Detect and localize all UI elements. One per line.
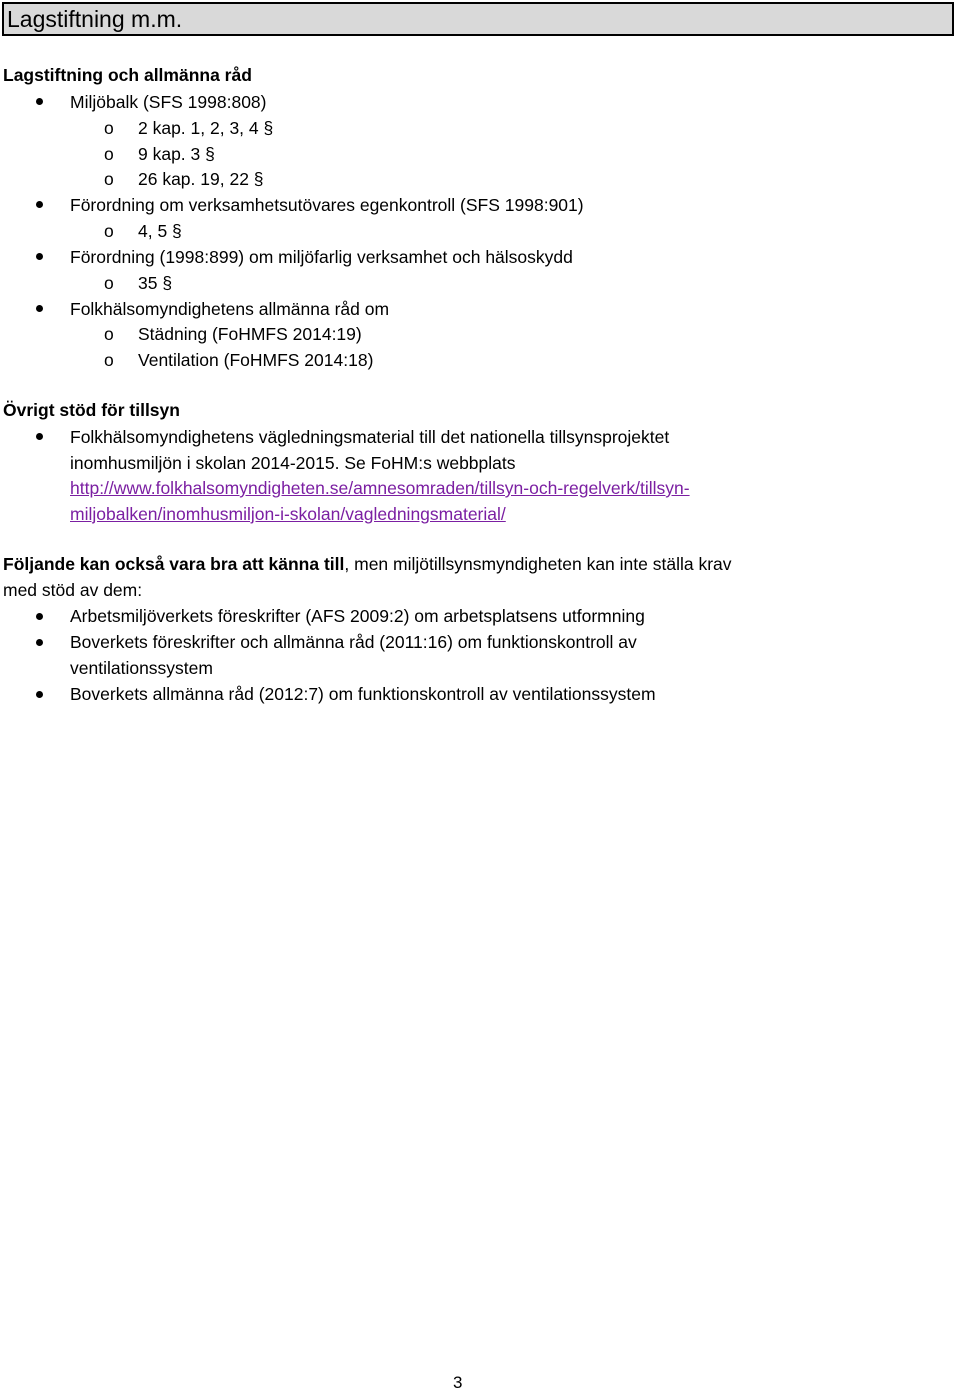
bullet-icon xyxy=(36,613,43,620)
bullet-icon xyxy=(36,691,43,698)
sub-item: Städning (FoHMFS 2014:19) xyxy=(138,324,362,344)
sub-item: Ventilation (FoHMFS 2014:18) xyxy=(138,350,374,370)
sub-bullet-icon: o xyxy=(104,169,114,189)
page-number: 3 xyxy=(453,1373,463,1392)
bullet-icon xyxy=(36,98,43,105)
bullet-icon xyxy=(36,639,43,646)
intro-paragraph xyxy=(3,553,732,575)
sub-bullet-icon: o xyxy=(104,350,114,370)
list-item-afs: Arbetsmiljöverkets föreskrifter (AFS 2009:2) om arbetsplatsens utformning xyxy=(70,606,645,626)
list-item-boverket-foreskrifter: Boverkets föreskrifter och allmänna råd (2011:16) om funktionskontroll av xyxy=(70,632,637,652)
sub-bullet-icon: o xyxy=(104,118,114,138)
bullet-icon xyxy=(36,305,43,312)
list-item-boverket-allmanna-rad: Boverkets allmänna råd (2012:7) om funktionskontroll av ventilationssystem xyxy=(70,684,656,704)
sub-bullet-icon: o xyxy=(104,273,114,293)
list-item-boverket-foreskrifter-cont: ventilationssystem xyxy=(70,658,213,678)
sub-item: 9 kap. 3 § xyxy=(138,144,215,164)
sub-item: 26 kap. 19, 22 § xyxy=(138,169,264,189)
bullet-icon xyxy=(36,253,43,260)
sub-bullet-icon: o xyxy=(104,324,114,344)
list-item-forordning-miljofarlig: Förordning (1998:899) om miljöfarlig verksamhet och hälsoskydd xyxy=(70,247,573,267)
page-title: Lagstiftning m.m. xyxy=(2,2,954,36)
sub-bullet-icon: o xyxy=(104,144,114,164)
sub-item: 35 § xyxy=(138,273,173,293)
section-heading-ovrigt-stod: Övrigt stöd för tillsyn xyxy=(3,400,180,420)
list-item-forordning-egenkontroll: Förordning om verksamhetsutövares egenkontroll (SFS 1998:901) xyxy=(70,195,584,215)
sub-bullet-icon: o xyxy=(104,221,114,241)
intro-rest-text: , men miljötillsynsmyndigheten kan inte ställa krav xyxy=(344,554,732,574)
bullet-icon xyxy=(36,201,43,208)
fohm-link-cont[interactable]: miljobalken/inomhusmiljon-i-skolan/vagledningsmaterial/ xyxy=(70,504,506,524)
intro-paragraph-cont: med stöd av dem: xyxy=(3,580,143,600)
list-item-miljobalk: Miljöbalk (SFS 1998:808) xyxy=(70,92,267,112)
list-item-vagledningsmaterial: Folkhälsomyndighetens vägledningsmaterial till det nationella tillsynsprojektet xyxy=(70,427,670,447)
fohm-link[interactable]: http://www.folkhalsomyndigheten.se/amnesomraden/tillsyn-och-regelverk/tillsyn- xyxy=(70,478,690,498)
sub-item: 2 kap. 1, 2, 3, 4 § xyxy=(138,118,274,138)
list-item-vagledningsmaterial-cont: inomhusmiljön i skolan 2014-2015. Se FoHM:s webbplats xyxy=(70,453,516,473)
intro-bold-text: Följande kan också vara bra att känna till xyxy=(3,554,345,574)
sub-item: 4, 5 § xyxy=(138,221,182,241)
bullet-icon xyxy=(36,433,43,440)
list-item-folkhalso-allmanna-rad: Folkhälsomyndighetens allmänna råd om xyxy=(70,299,390,319)
section-heading-lagstiftning: Lagstiftning och allmänna råd xyxy=(3,65,252,85)
